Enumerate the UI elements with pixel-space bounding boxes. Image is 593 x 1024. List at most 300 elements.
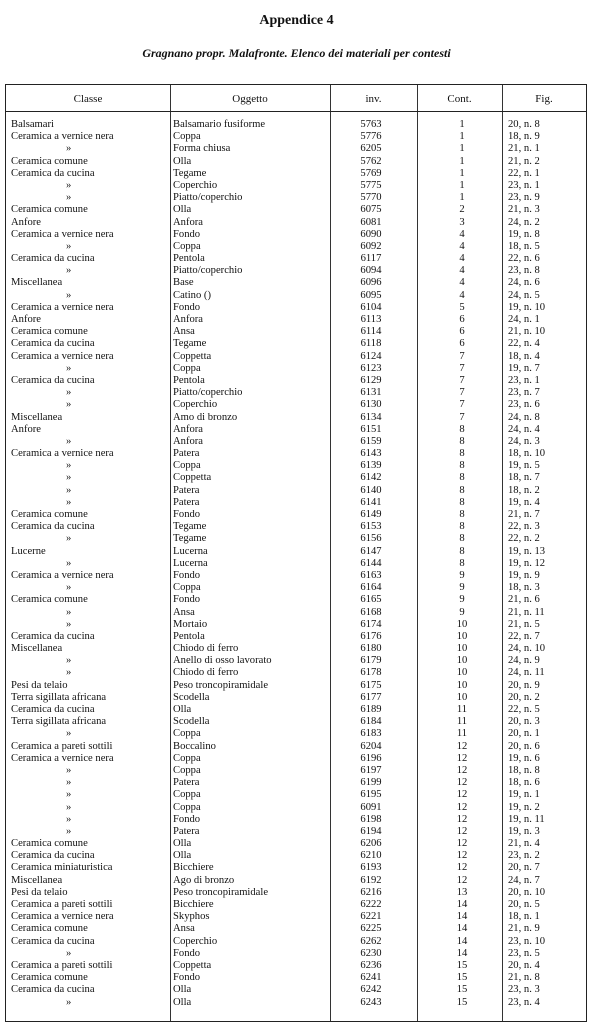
- table-row: [6, 777, 586, 789]
- table-row: [6, 131, 586, 143]
- cell-cont: 15: [456, 959, 468, 971]
- cell-classe: »: [66, 667, 72, 679]
- cell-classe: Miscellanea: [11, 411, 63, 423]
- cell-inv: 6168: [360, 606, 382, 618]
- table-row: [6, 692, 586, 704]
- cell-classe: Ceramica a pareti sottili: [11, 959, 113, 971]
- cell-fig: 19, n. 11: [508, 813, 545, 825]
- cell-classe: »: [66, 484, 72, 496]
- cell-inv: 6177: [360, 691, 382, 703]
- table-row: [6, 204, 586, 216]
- cell-oggetto: Lucerna: [173, 545, 208, 557]
- cell-cont: 4: [459, 253, 465, 265]
- cell-cont: 1: [459, 131, 465, 143]
- table-row: [6, 972, 586, 984]
- cell-inv: 6192: [360, 874, 382, 886]
- cell-inv: 6175: [360, 679, 382, 691]
- cell-oggetto: Anello di osso lavorato: [173, 655, 272, 667]
- cell-inv: 6165: [360, 594, 382, 606]
- cell-inv: 6095: [360, 289, 382, 301]
- cell-fig: 21, n. 6: [508, 594, 540, 606]
- cell-cont: 14: [456, 899, 468, 910]
- cell-inv: 6143: [360, 448, 382, 460]
- table-row: [6, 826, 586, 838]
- table-row: [6, 399, 586, 411]
- cell-fig: 21, n. 2: [508, 155, 540, 167]
- cell-classe: Ceramica comune: [11, 838, 88, 850]
- cell-fig: 18, n. 6: [508, 777, 540, 789]
- cell-cont: 5: [459, 301, 465, 313]
- cell-classe: Ceramica da cucina: [11, 984, 95, 996]
- cell-fig: 24, n. 10: [508, 643, 546, 655]
- cell-classe: »: [66, 143, 72, 155]
- cell-classe: Ceramica a vernice nera: [11, 131, 114, 143]
- table-row: [6, 789, 586, 801]
- cell-cont: 1: [459, 119, 465, 130]
- cell-oggetto: Skyphos: [173, 911, 210, 923]
- header-divider: [6, 111, 586, 112]
- cell-inv: 6194: [360, 825, 382, 837]
- table-row: [6, 728, 586, 740]
- cell-classe: »: [66, 996, 72, 1008]
- cell-fig: 23, n. 1: [508, 179, 540, 191]
- cell-fig: 18, n. 2: [508, 484, 540, 496]
- table-row: [6, 363, 586, 375]
- cell-fig: 20, n. 6: [508, 740, 540, 752]
- cell-oggetto: Peso troncopiramidale: [173, 679, 269, 691]
- cell-fig: 19, n. 1: [508, 789, 540, 801]
- table-row: [6, 241, 586, 253]
- cell-classe: »: [66, 557, 72, 569]
- cell-fig: 18, n. 4: [508, 350, 540, 362]
- cell-fig: 22, n. 6: [508, 253, 540, 265]
- cell-fig: 23, n. 2: [508, 850, 540, 862]
- cell-oggetto: Fondo: [173, 569, 201, 581]
- cell-inv: 6221: [360, 911, 382, 923]
- table-row: [6, 838, 586, 850]
- cell-fig: 23, n. 4: [508, 996, 540, 1008]
- cell-inv: 6094: [360, 265, 382, 277]
- cell-inv: 6176: [360, 630, 382, 642]
- table-row: [6, 192, 586, 204]
- table-row: [6, 302, 586, 314]
- cell-oggetto: Anfora: [173, 216, 204, 228]
- page-subtitle: Gragnano propr. Malafronte. Elenco dei materiali per contesti: [142, 46, 451, 60]
- table-row: [6, 875, 586, 887]
- cell-oggetto: Patera: [173, 825, 200, 837]
- cell-inv: 5769: [360, 167, 382, 179]
- cell-inv: 6118: [360, 338, 382, 350]
- cell-classe: Ceramica a pareti sottili: [11, 899, 113, 910]
- cell-oggetto: Fondo: [173, 301, 201, 313]
- cell-classe: »: [66, 399, 72, 411]
- cell-cont: 8: [459, 460, 465, 472]
- cell-inv: 6124: [360, 350, 382, 362]
- cell-fig: 21, n. 11: [508, 606, 545, 618]
- cell-oggetto: Coppa: [173, 582, 201, 594]
- cell-cont: 10: [456, 643, 468, 655]
- cell-oggetto: Coppa: [173, 460, 201, 472]
- cell-inv: 6206: [360, 838, 382, 850]
- table-row: [6, 156, 586, 168]
- cell-oggetto: Anfora: [173, 423, 204, 435]
- cell-classe: »: [66, 813, 72, 825]
- cell-classe: »: [66, 618, 72, 630]
- cell-classe: Ceramica comune: [11, 509, 88, 520]
- cell-fig: 20, n. 7: [508, 862, 540, 874]
- cell-fig: 20, n. 8: [508, 119, 540, 130]
- cell-oggetto: Anfora: [173, 314, 204, 325]
- cell-fig: 18, n. 10: [508, 448, 546, 460]
- cell-inv: 6205: [360, 143, 382, 155]
- cell-oggetto: Scodella: [173, 691, 210, 703]
- cell-oggetto: Coppa: [173, 789, 201, 801]
- cell-cont: 12: [456, 740, 468, 752]
- cell-fig: 23, n. 7: [508, 387, 540, 399]
- cell-cont: 6: [459, 314, 465, 325]
- cell-cont: 4: [459, 265, 465, 277]
- cell-cont: 11: [456, 728, 468, 740]
- cell-classe: Ceramica a vernice nera: [11, 569, 114, 581]
- table-row: [6, 911, 586, 923]
- cell-fig: 24, n. 3: [508, 435, 540, 447]
- cell-cont: 12: [456, 874, 468, 886]
- cell-classe: »: [66, 472, 72, 484]
- cell-fig: 20, n. 2: [508, 691, 540, 703]
- cell-fig: 19, n. 2: [508, 801, 540, 813]
- table-row: [6, 948, 586, 960]
- table-body: [6, 119, 586, 1009]
- cell-inv: 6149: [360, 509, 382, 520]
- cell-cont: 12: [456, 789, 468, 801]
- cell-cont: 7: [459, 350, 465, 362]
- cell-cont: 8: [459, 448, 465, 460]
- cell-fig: 19, n. 5: [508, 460, 540, 472]
- cell-oggetto: Fondo: [173, 228, 201, 240]
- table-row: [6, 521, 586, 533]
- table-row: [6, 704, 586, 716]
- cell-classe: »: [66, 606, 72, 618]
- cell-fig: 23, n. 3: [508, 984, 540, 996]
- cell-fig: 24, n. 4: [508, 423, 540, 435]
- cell-inv: 6178: [360, 667, 382, 679]
- cell-inv: 6174: [360, 618, 382, 630]
- cell-cont: 10: [456, 630, 468, 642]
- cell-cont: 9: [459, 569, 465, 581]
- cell-oggetto: Ansa: [173, 326, 195, 338]
- cell-cont: 1: [459, 192, 465, 204]
- cell-inv: 6151: [360, 423, 382, 435]
- cell-classe: Anfore: [11, 314, 42, 325]
- cell-fig: 21, n. 1: [508, 143, 540, 155]
- cell-oggetto: Patera: [173, 484, 200, 496]
- cell-cont: 4: [459, 228, 465, 240]
- cell-classe: Ceramica da cucina: [11, 630, 95, 642]
- cell-cont: 10: [456, 618, 468, 630]
- cell-oggetto: Lucerna: [173, 557, 208, 569]
- cell-oggetto: Fondo: [173, 813, 201, 825]
- cell-oggetto: Fondo: [173, 594, 201, 606]
- cell-oggetto: Chiodo di ferro: [173, 643, 239, 655]
- cell-cont: 10: [456, 691, 468, 703]
- cell-oggetto: Coppa: [173, 764, 201, 776]
- table-row: [6, 899, 586, 911]
- cell-cont: 1: [459, 167, 465, 179]
- cell-classe: »: [66, 496, 72, 508]
- table-row: [6, 802, 586, 814]
- cell-inv: 5762: [360, 155, 382, 167]
- cell-fig: 23, n. 6: [508, 399, 540, 411]
- cell-oggetto: Tegame: [173, 533, 207, 545]
- cell-oggetto: Piatto/coperchio: [173, 387, 243, 399]
- table-row: [6, 351, 586, 363]
- cell-classe: »: [66, 533, 72, 545]
- cell-inv: 6129: [360, 374, 382, 386]
- cell-inv: 6236: [360, 959, 382, 971]
- table-row: [6, 936, 586, 948]
- cell-fig: 18, n. 5: [508, 240, 540, 252]
- cell-oggetto: Pentola: [173, 374, 205, 386]
- cell-inv: 6262: [360, 935, 382, 947]
- cell-inv: 6104: [360, 301, 382, 313]
- cell-fig: 19, n. 6: [508, 752, 540, 764]
- table-row: [6, 314, 586, 326]
- cell-cont: 9: [459, 594, 465, 606]
- cell-fig: 24, n. 8: [508, 411, 540, 423]
- cell-inv: 6189: [360, 704, 382, 715]
- cell-fig: 19, n. 13: [508, 545, 546, 557]
- table-row: [6, 485, 586, 497]
- cell-oggetto: Coppetta: [173, 350, 212, 362]
- cell-fig: 24, n. 9: [508, 655, 540, 667]
- cell-oggetto: Piatto/coperchio: [173, 265, 243, 277]
- cell-classe: »: [66, 801, 72, 813]
- table-row: [6, 680, 586, 692]
- cell-classe: Ceramica comune: [11, 972, 88, 984]
- cell-cont: 12: [456, 850, 468, 862]
- cell-oggetto: Tegame: [173, 167, 207, 179]
- cell-fig: 21, n. 4: [508, 838, 540, 850]
- cell-cont: 4: [459, 277, 465, 289]
- cell-classe: Ceramica da cucina: [11, 850, 95, 862]
- table-row: [6, 326, 586, 338]
- cell-inv: 6195: [360, 789, 382, 801]
- cell-oggetto: Fondo: [173, 972, 201, 984]
- header-oggetto: Oggetto: [232, 93, 268, 105]
- cell-cont: 8: [459, 545, 465, 557]
- cell-cont: 12: [456, 862, 468, 874]
- cell-inv: 5775: [360, 179, 382, 191]
- table-row: [6, 180, 586, 192]
- cell-classe: Ceramica a pareti sottili: [11, 740, 113, 752]
- cell-inv: 6222: [360, 899, 382, 910]
- cell-fig: 18, n. 3: [508, 582, 540, 594]
- cell-oggetto: Olla: [173, 704, 192, 715]
- cell-cont: 9: [459, 606, 465, 618]
- cell-inv: 6163: [360, 569, 382, 581]
- table-row: [6, 253, 586, 265]
- cell-oggetto: Coppetta: [173, 472, 212, 484]
- table-row: [6, 850, 586, 862]
- cell-classe: Balsamari: [11, 119, 54, 130]
- cell-fig: 18, n. 1: [508, 911, 540, 923]
- cell-fig: 24, n. 11: [508, 667, 545, 679]
- cell-inv: 5770: [360, 192, 382, 204]
- cell-inv: 6144: [360, 557, 382, 569]
- cell-inv: 6156: [360, 533, 382, 545]
- cell-cont: 14: [456, 911, 468, 923]
- table-row: [6, 619, 586, 631]
- cell-oggetto: Scodella: [173, 716, 210, 728]
- table-row: [6, 119, 586, 131]
- cell-inv: 6140: [360, 484, 382, 496]
- cell-oggetto: Coperchio: [173, 179, 218, 191]
- cell-inv: 6092: [360, 240, 382, 252]
- cell-cont: 7: [459, 411, 465, 423]
- table-row: [6, 338, 586, 350]
- cell-classe: Ceramica comune: [11, 594, 88, 606]
- cell-oggetto: Amo di bronzo: [173, 411, 238, 423]
- cell-classe: Anfore: [11, 423, 42, 435]
- table-row: [6, 424, 586, 436]
- cell-oggetto: Patera: [173, 448, 200, 460]
- cell-fig: 20, n. 4: [508, 959, 540, 971]
- cell-fig: 23, n. 9: [508, 192, 540, 204]
- table-row: [6, 887, 586, 899]
- cell-fig: 22, n. 7: [508, 630, 540, 642]
- cell-classe: Ceramica da cucina: [11, 521, 95, 533]
- cell-inv: 6091: [360, 801, 382, 813]
- cell-classe: Ceramica a vernice nera: [11, 228, 114, 240]
- cell-fig: 19, n. 3: [508, 825, 540, 837]
- cell-fig: 23, n. 1: [508, 374, 540, 386]
- cell-classe: Terra sigillata africana: [11, 716, 107, 728]
- cell-inv: 6210: [360, 850, 382, 862]
- cell-cont: 6: [459, 338, 465, 350]
- cell-classe: Ceramica comune: [11, 923, 88, 935]
- table-row: [6, 594, 586, 606]
- cell-classe: Terra sigillata africana: [11, 691, 107, 703]
- cell-cont: 1: [459, 155, 465, 167]
- cell-classe: Pesi da telaio: [11, 679, 68, 691]
- cell-oggetto: Ansa: [173, 606, 195, 618]
- cell-cont: 14: [456, 935, 468, 947]
- cell-oggetto: Fondo: [173, 509, 201, 520]
- cell-oggetto: Pentola: [173, 630, 205, 642]
- cell-cont: 11: [456, 704, 468, 715]
- cell-fig: 18, n. 9: [508, 131, 540, 143]
- cell-cont: 4: [459, 240, 465, 252]
- cell-inv: 6197: [360, 764, 382, 776]
- cell-oggetto: Coppa: [173, 801, 201, 813]
- cell-fig: 21, n. 3: [508, 204, 540, 216]
- cell-classe: »: [66, 289, 72, 301]
- cell-oggetto: Olla: [173, 850, 192, 862]
- cell-fig: 21, n. 8: [508, 972, 540, 984]
- table-row: [6, 643, 586, 655]
- table-row: [6, 265, 586, 277]
- cell-classe: »: [66, 789, 72, 801]
- cell-inv: 5776: [360, 131, 382, 143]
- cell-fig: 22, n. 5: [508, 704, 540, 715]
- table-row: [6, 631, 586, 643]
- cell-oggetto: Peso troncopiramidale: [173, 886, 269, 898]
- cell-inv: 6241: [360, 972, 382, 984]
- cell-classe: Anfore: [11, 216, 42, 228]
- cell-fig: 19, n. 10: [508, 301, 546, 313]
- table-row: [6, 862, 586, 874]
- cell-inv: 6141: [360, 496, 382, 508]
- table-row: [6, 448, 586, 460]
- cell-fig: 20, n. 3: [508, 716, 540, 728]
- cell-inv: 6180: [360, 643, 382, 655]
- cell-classe: »: [66, 728, 72, 740]
- cell-oggetto: Coperchio: [173, 935, 218, 947]
- table-row: [6, 814, 586, 826]
- cell-oggetto: Anfora: [173, 435, 204, 447]
- cell-oggetto: Coppa: [173, 728, 201, 740]
- cell-oggetto: Ansa: [173, 923, 195, 935]
- cell-oggetto: Pentola: [173, 253, 205, 265]
- table-row: [6, 375, 586, 387]
- cell-cont: 10: [456, 679, 468, 691]
- cell-fig: 24, n. 1: [508, 314, 540, 325]
- cell-classe: Ceramica da cucina: [11, 167, 95, 179]
- cell-oggetto: Boccalino: [173, 740, 216, 752]
- materials-table: [5, 84, 587, 1022]
- header-inv: inv.: [365, 93, 382, 105]
- cell-cont: 8: [459, 484, 465, 496]
- cell-classe: Ceramica comune: [11, 204, 88, 216]
- cell-cont: 9: [459, 582, 465, 594]
- cell-cont: 8: [459, 423, 465, 435]
- table-row: [6, 923, 586, 935]
- cell-cont: 7: [459, 387, 465, 399]
- cell-fig: 21, n. 5: [508, 618, 540, 630]
- cell-cont: 7: [459, 362, 465, 374]
- table-row: [6, 741, 586, 753]
- cell-cont: 12: [456, 801, 468, 813]
- cell-cont: 8: [459, 533, 465, 545]
- cell-classe: Ceramica da cucina: [11, 935, 95, 947]
- cell-classe: Lucerne: [11, 545, 46, 557]
- cell-fig: 18, n. 7: [508, 472, 540, 484]
- table-row: [6, 143, 586, 155]
- cell-oggetto: Coperchio: [173, 399, 218, 411]
- cell-fig: 24, n. 5: [508, 289, 540, 301]
- cell-inv: 6153: [360, 521, 382, 533]
- table-row: [6, 960, 586, 972]
- cell-inv: 6164: [360, 582, 382, 594]
- cell-classe: »: [66, 460, 72, 472]
- table-row: [6, 753, 586, 765]
- table-row: [6, 716, 586, 728]
- page-title: Appendice 4: [259, 13, 334, 28]
- cell-fig: 24, n. 6: [508, 277, 540, 289]
- cell-fig: 24, n. 2: [508, 216, 540, 228]
- cell-cont: 12: [456, 813, 468, 825]
- cell-classe: Ceramica a vernice nera: [11, 911, 114, 923]
- cell-classe: »: [66, 764, 72, 776]
- cell-cont: 11: [456, 716, 468, 728]
- cell-inv: 6081: [360, 216, 382, 228]
- cell-cont: 8: [459, 496, 465, 508]
- cell-classe: Pesi da telaio: [11, 886, 68, 898]
- cell-oggetto: Chiodo di ferro: [173, 667, 239, 679]
- cell-oggetto: Tegame: [173, 338, 207, 350]
- cell-oggetto: Catino (): [173, 289, 211, 301]
- cell-inv: 6179: [360, 655, 382, 667]
